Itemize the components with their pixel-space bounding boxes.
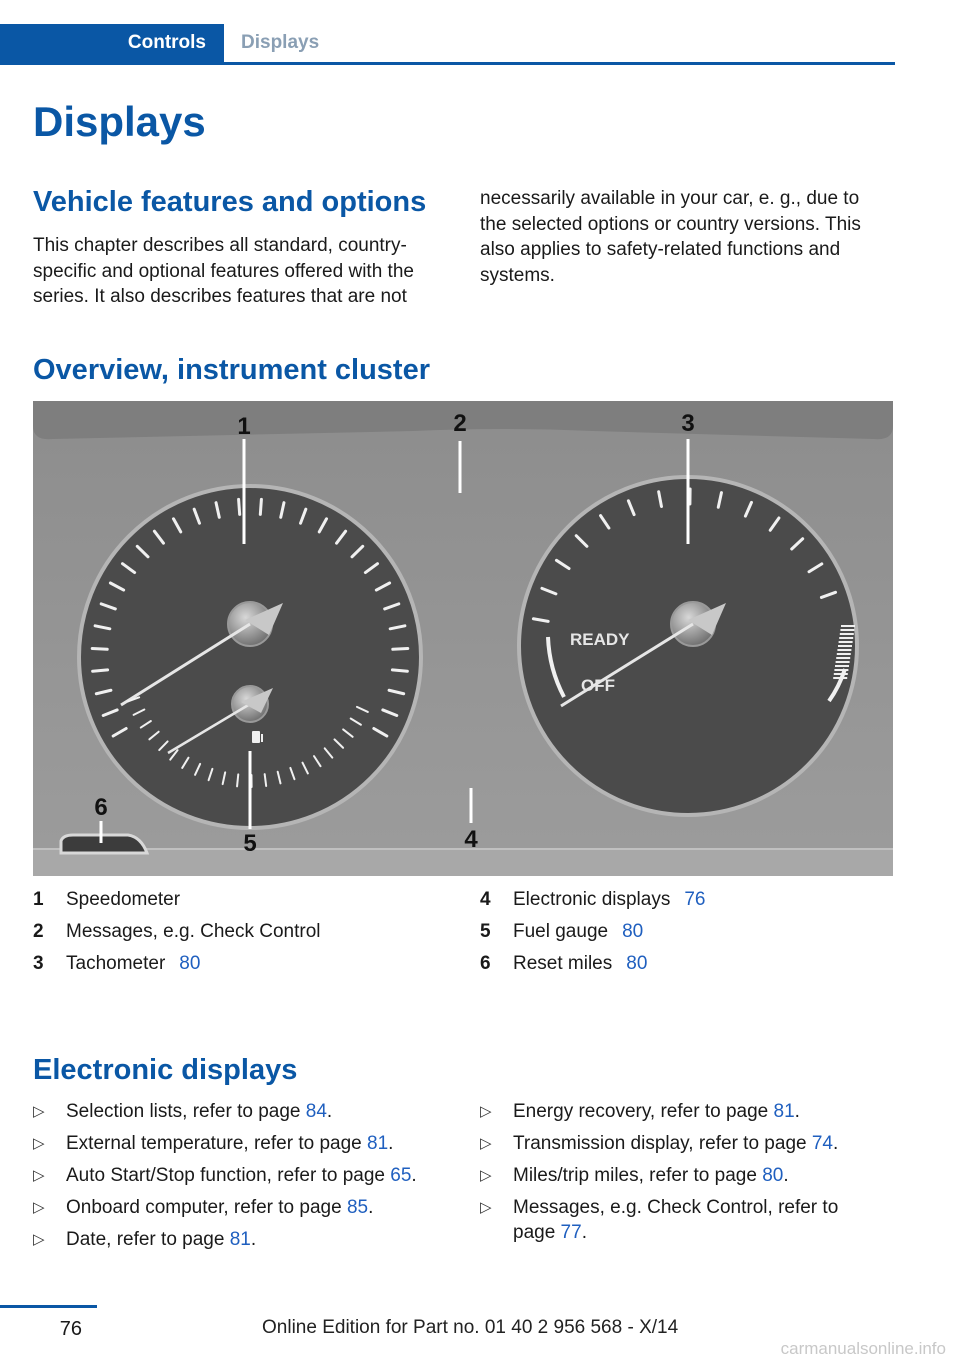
legend-item: 3 Tachometer 80 (33, 953, 201, 974)
page-link[interactable]: 85 (346, 1197, 369, 1218)
page-number: 76 (59, 1318, 82, 1340)
gauge-tick (239, 499, 240, 514)
page-link[interactable]: 65 (390, 1165, 412, 1186)
bullet-triangle-icon: ▷ (480, 1199, 492, 1216)
edition-footer: Online Edition for Part no. 01 40 2 956 568 - X/14 (262, 1317, 679, 1338)
callout-4: 4 (464, 826, 478, 853)
bullet-triangle-icon: ▷ (33, 1103, 45, 1120)
legend-right (480, 887, 900, 983)
tab-displays[interactable]: Displays (241, 32, 320, 53)
bullet-list-right (480, 1099, 880, 1252)
page-title: Displays (33, 98, 206, 145)
bullet-triangle-icon: ▷ (480, 1103, 492, 1120)
list-item: ▷ Selection lists, refer to page 84. (33, 1101, 333, 1122)
legend-item: 1 Speedometer (33, 889, 181, 910)
bullet-list-left (33, 1099, 453, 1259)
bullet-triangle-icon: ▷ (33, 1231, 45, 1248)
tab-controls[interactable]: Controls (0, 24, 224, 62)
header-tabs (0, 24, 895, 65)
bullet-triangle-icon: ▷ (33, 1199, 45, 1216)
page-link[interactable]: 80 (622, 921, 644, 942)
gauge-tick (392, 670, 407, 671)
legend-item: 6 Reset miles 80 (480, 953, 648, 974)
legend-item: 5 Fuel gauge 80 (480, 921, 644, 942)
page-link[interactable]: 84 (305, 1101, 327, 1122)
intro-paragraph-right: necessarily available in your car, e. g., due to the selected options or country versions. This also applies to safety-related functions and systems. (480, 188, 861, 286)
list-item: ▷ Transmission display, refer to page 74. (480, 1133, 839, 1154)
page-link[interactable]: 80 (762, 1165, 784, 1186)
section-heading-instrument-cluster: Overview, instrument cluster (33, 354, 431, 386)
off-label: OFF (581, 676, 615, 695)
page-link[interactable]: 77 (560, 1222, 582, 1243)
page-link[interactable]: 74 (811, 1133, 833, 1154)
legend-left (33, 887, 453, 983)
section-heading-vehicle-features: Vehicle features and options (33, 186, 427, 218)
section-heading-electronic-displays: Electronic displays (33, 1054, 298, 1086)
callout-2: 2 (453, 410, 467, 437)
callout-3: 3 (681, 410, 695, 437)
list-item: ▷ Energy recovery, refer to page 81. (480, 1101, 800, 1122)
page-link[interactable]: 76 (684, 889, 706, 910)
list-item: ▷ Miles/trip miles, refer to page 80. (480, 1165, 789, 1186)
cluster-bottom-bezel (33, 849, 893, 876)
gauge-tick (92, 648, 107, 649)
bullet-triangle-icon: ▷ (33, 1135, 45, 1152)
page-link[interactable]: 81 (773, 1101, 795, 1122)
legend-item: 4 Electronic displays 76 (480, 889, 706, 910)
list-item: ▷ Onboard computer, refer to page 85. (33, 1197, 374, 1218)
page-number-rule (0, 1305, 97, 1308)
watermark: carmanualsonline.info (780, 1339, 946, 1358)
list-item: ▷ Date, refer to page 81. (33, 1229, 257, 1250)
callout-6: 6 (94, 794, 108, 821)
page-link[interactable]: 80 (179, 953, 201, 974)
reset-miles-button (61, 835, 147, 853)
callout-1: 1 (237, 413, 251, 440)
page-link[interactable]: 81 (367, 1133, 389, 1154)
list-item: ▷ Messages, e.g. Check Control, refer to page 77. (480, 1197, 839, 1243)
page-link[interactable]: 80 (626, 953, 648, 974)
page-link[interactable]: 81 (229, 1229, 251, 1250)
bullet-triangle-icon: ▷ (33, 1167, 45, 1184)
bullet-triangle-icon: ▷ (480, 1167, 492, 1184)
gauge-tick (393, 648, 408, 649)
ready-label: READY (570, 630, 630, 649)
intro-paragraph-left: This chapter describes all standard, country-specific and optional features offered with the series. It also describes features that are not (33, 235, 414, 307)
gauge-tick (260, 499, 261, 514)
list-item: ▷ Auto Start/Stop function, refer to page 65. (33, 1165, 417, 1186)
gauge-tick (93, 670, 108, 671)
legend-item: 2 Messages, e.g. Check Control (33, 921, 321, 942)
instrument-cluster-figure (33, 401, 893, 876)
list-item: ▷ External temperature, refer to page 81. (33, 1133, 394, 1154)
bullet-triangle-icon: ▷ (480, 1135, 492, 1152)
callout-5: 5 (243, 830, 257, 857)
gauge-tick (237, 774, 238, 786)
